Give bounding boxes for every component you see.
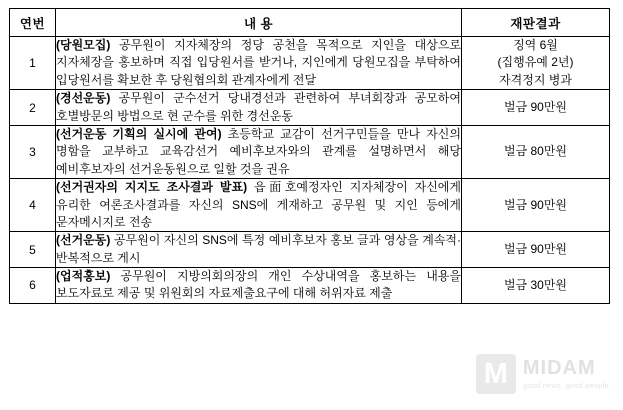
row-content [56,179,462,232]
watermark-subtitle: good news, good people [522,381,609,390]
row-number: 3 [10,125,56,178]
row-result-line: 벌금 90만원 [503,197,568,212]
row-result-line: 벌금 30만원 [503,277,568,292]
row-content-text: 읍面호예정자인 지자체장이 자신에게 유리한 여론조사결과를 자신의 SNS에 게재하고 공무원 및 지인 등에게 문자메시지로 전송 [56,180,461,229]
row-content-text: 공무원이 지방의회의장의 개인 수상내역을 홍보하는 내용을 보도자료로 제공 및 위원회의 자료제출요구에 대해 허위자료 제출 [56,269,461,301]
row-result-line: 자격정지 병과 [499,72,572,87]
row-result [462,179,610,232]
row-result [462,268,610,304]
table-header-row [10,9,610,37]
table-row [10,179,610,232]
row-result-line: 벌금 90만원 [503,241,568,256]
row-content-text: 공무원이 지자체장의 정당 공천을 목적으로 지인을 대상으로 지자체장을 홍보하며 직접 입당원서를 받거나, 지인에게 당원모집을 부탁하여 입당원서를 확보한 후 당원협의회 관계자에게 전달 [56,38,461,87]
row-number: 5 [10,232,56,268]
table-body [10,37,610,304]
row-content [56,268,462,304]
row-number: 4 [10,179,56,232]
row-content-lead: (경선운동) [56,91,111,106]
table-header [10,9,610,37]
table-row [10,125,610,178]
row-content [56,37,462,90]
row-content-lead: (선거운동) [56,233,111,248]
row-result-line: 벌금 90만원 [503,99,568,114]
row-result-line: 징역 6월 [513,38,558,52]
row-number: 6 [10,268,56,304]
row-result [462,37,610,90]
column-header-no: 연번 [10,9,56,37]
row-content-lead: (선거운동 기획의 실시에 관여) [56,126,222,141]
row-content-text: 공무원이 군수선거 당내경선과 관련하여 부녀회장과 공모하여 호별방문의 방법으로 현 군수를 위한 경선운동 [56,91,461,123]
case-table [9,8,610,304]
watermark [476,354,609,394]
row-content [56,90,462,126]
table-row [10,268,610,304]
row-content-lead: (업적홍보) [56,269,111,284]
column-header-content: 내 용 [56,9,462,37]
row-result-line: (집행유예 2년) [497,55,574,70]
row-content-lead: (당원모집) [56,38,111,52]
table-row [10,232,610,268]
row-number: 2 [10,90,56,126]
row-content-text: 공무원이 자신의 SNS에 특정 예비후보자 홍보 글과 영상을 계속적·반복적으로 게시 [56,233,461,265]
row-content [56,125,462,178]
row-result [462,90,610,126]
watermark-title: MIDAM [522,357,596,379]
row-result-line: 벌금 80만원 [503,144,568,159]
table-row [10,90,610,126]
row-content-lead: (선거권자의 지지도 조사결과 발표) [56,180,248,195]
row-content [56,232,462,268]
column-header-result: 재판결과 [462,9,610,37]
watermark-text [523,358,609,390]
row-result [462,232,610,268]
watermark-logo-icon: M [476,354,516,394]
row-content-text: 초등학교 교감이 선거구민들을 만나 자신의 명함을 교부하고 교육감선거 예비후보자와의 관계를 설명하면서 해당 예비후보자의 선거운동원으로 일할 것을 권유 [56,126,461,176]
row-result [462,125,610,178]
table-row [10,37,610,90]
row-number: 1 [10,37,56,90]
